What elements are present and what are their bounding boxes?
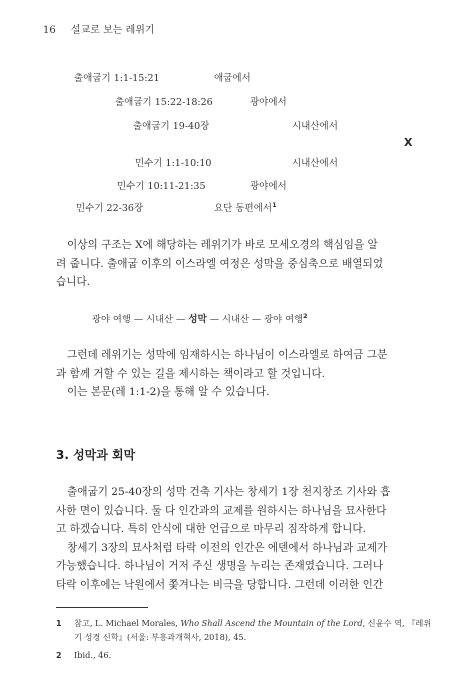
page-number: 16	[43, 25, 56, 36]
chiasm-ref: 출애굽기 1:1-15:21	[74, 73, 160, 84]
text-line: 고 하겠습니다. 특히 안식에 대한 언급으로 마무리 짐작하게 합니다.	[56, 523, 366, 536]
route-after: — 시내산 — 광야 여행	[209, 314, 304, 325]
section-heading: 3. 성막과 회막	[56, 448, 136, 462]
text-line: 려 줍니다. 출애굽 이후의 이스라엘 여정은 성막을 중심축으로 배열되었	[56, 257, 384, 270]
chiasm-line-5	[117, 178, 206, 192]
text-line: 이는 본문(레 1:1-2)을 통해 알 수 있습니다.	[67, 386, 270, 399]
chiasm-line-3	[133, 118, 209, 132]
chiasm-ref: 출애굽기 15:22-18:26	[115, 97, 213, 108]
chiasm-line-4	[135, 155, 211, 169]
footnote-1	[56, 617, 436, 644]
chiasm-place-2: 광야에서	[250, 97, 287, 108]
chiasm-line-6	[76, 200, 143, 214]
footnote-text: 참고, L. Michael Morales,	[74, 618, 181, 628]
footnote-text: 기 성경 신학』(서울: 부흥과개혁사, 2018), 45.	[74, 631, 247, 642]
route-line	[92, 311, 308, 325]
footnote-ref-2[interactable]: 2	[303, 311, 308, 320]
paragraph-3	[56, 483, 426, 595]
text-line: 그런데 레위기는 성막에 임재하시는 하나님이 이스라엘로 하여금 그분	[67, 349, 388, 361]
text-line: 과 함께 거할 수 있는 길을 제시하는 책이라고 할 것입니다.	[56, 367, 326, 380]
chiasm-ref: 민수기 1:1-10:10	[135, 158, 212, 169]
book-title: 설교로 보는 레위기	[70, 25, 155, 36]
chiasm-place-5: 광야에서	[250, 181, 287, 192]
chiasm-center-mark: X	[404, 136, 413, 149]
route-before: 광야 여행 — 시내산 —	[92, 314, 186, 325]
chiasm-line-2	[115, 94, 213, 108]
footnote-book-title: Who Shall Ascend the Mountain of the Lord	[180, 618, 363, 628]
running-header	[43, 21, 155, 36]
chiasm-ref: 민수기 22-36장	[76, 203, 144, 214]
text-line: 타락 이후에는 낙원에서 쫓겨나는 비극을 당합니다. 그런데 이러한 인간	[56, 578, 384, 591]
footnote-2	[56, 649, 436, 663]
text-line: 이상의 구조는 X에 해당하는 레위기가 바로 모세오경의 핵심임을 알	[67, 239, 378, 251]
chiasm-place-1: 애굽에서	[214, 73, 251, 84]
footnote-number: 2	[56, 651, 62, 660]
chiasm-ref: 출애굽기 19-40장	[133, 121, 210, 132]
paragraph-1	[56, 236, 426, 292]
chiasm-line-1	[74, 70, 160, 84]
chiasm-ref: 민수기 10:11-21:35	[117, 181, 206, 192]
text-line: 창세기 3장의 묘사처럼 타락 이전의 인간은 에덴에서 하나님과 교제가	[67, 541, 388, 554]
text-line: 출애굽기 25-40장의 성막 건축 기사는 창세기 1장 천지창조 기사와 흡	[67, 486, 391, 498]
paragraph-2	[56, 346, 426, 402]
chiasm-place-3: 시내산에서	[292, 121, 338, 132]
chiasm-place-6	[214, 200, 277, 214]
text-line: 가능했습니다. 하나님이 거저 주신 생명을 누리는 존재였습니다. 그러나	[56, 560, 384, 573]
chiasm-place-4: 시내산에서	[292, 158, 338, 169]
chiasm-place-text: 요단 동편에서	[214, 203, 273, 214]
footnote-text: Ibid., 46.	[74, 650, 112, 660]
text-line: 사한 면이 있습니다. 둘 다 인간과의 교제를 원하시는 하나님을 묘사한다	[56, 504, 387, 517]
footnote-ref-1[interactable]: 1	[272, 200, 277, 209]
footnote-divider	[56, 607, 148, 608]
footnote-number: 1	[56, 619, 62, 628]
footnote-text: , 신윤수 역, 『레위	[362, 618, 432, 628]
text-line: 습니다.	[56, 276, 91, 289]
route-bold: 성막	[188, 314, 207, 325]
